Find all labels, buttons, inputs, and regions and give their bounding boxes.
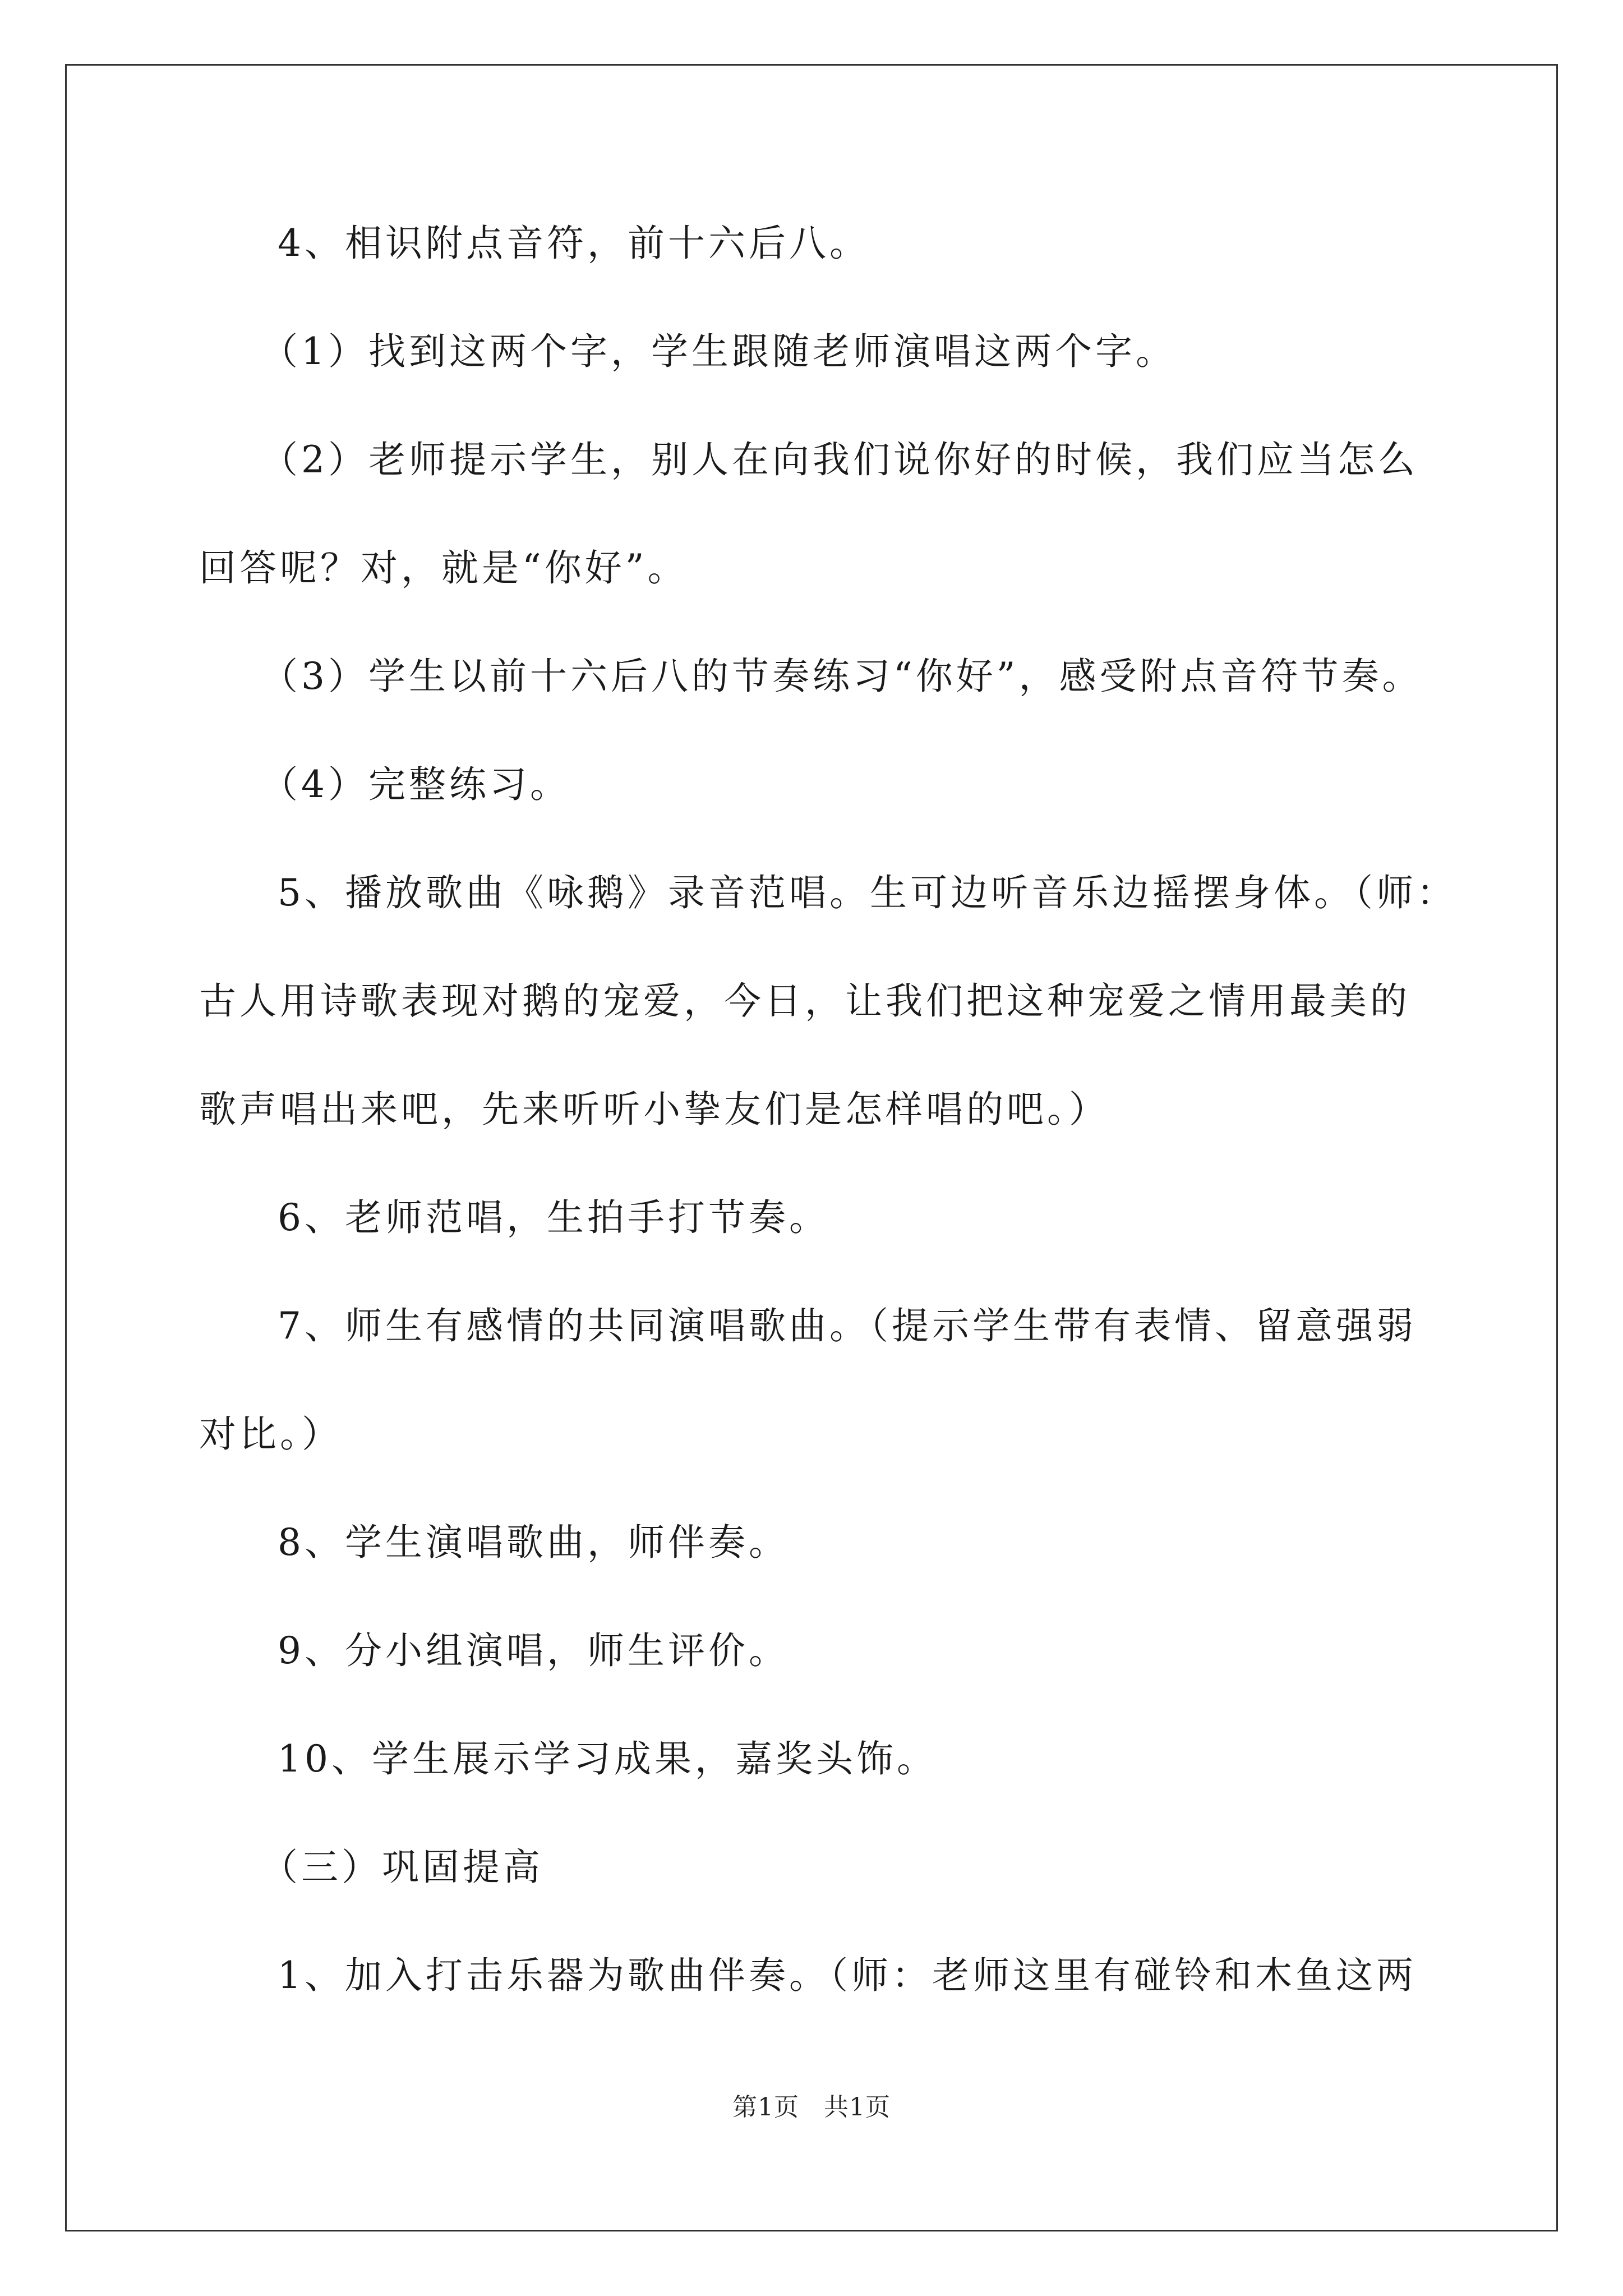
- paragraph-line: 6、老师范唱，生拍手打节奏。: [278, 1196, 829, 1239]
- paragraph-line: 回答呢？对，就是“你好”。: [199, 546, 688, 590]
- paragraph-line: 7、师生有感情的共同演唱歌曲。（提示学生带有表情、留意强弱: [278, 1304, 1417, 1347]
- paragraph-line: （1）找到这两个字，学生跟随老师演唱这两个字。: [261, 330, 1176, 373]
- page-number: 第1页: [732, 2093, 799, 2122]
- paragraph-line: 1、加入打击乐器为歌曲伴奏。（师：老师这里有碰铃和木鱼这两: [278, 1954, 1417, 1997]
- page-footer: [0, 2087, 1623, 2123]
- paragraph-line: （4）完整练习。: [261, 763, 570, 806]
- paragraph-line: （3）学生以前十六后八的节奏练习“你好”，感受附点音符节奏。: [261, 655, 1423, 698]
- paragraph-line: 4、相识附点音符，前十六后八。: [278, 222, 870, 265]
- paragraph-line: 9、分小组演唱，师生评价。: [278, 1629, 789, 1672]
- paragraph-line: 8、学生演唱歌曲，师伴奏。: [278, 1521, 789, 1564]
- paragraph-line: 古人用诗歌表现对鹅的宠爱，今日，让我们把这种宠爱之情用最美的: [199, 979, 1410, 1023]
- paragraph-line: （2）老师提示学生，别人在向我们说你好的时候，我们应当怎么: [261, 438, 1418, 481]
- page-total: 共1页: [824, 2093, 891, 2122]
- paragraph-line: 歌声唱出来吧，先来听听小挚友们是怎样唱的吧。）: [199, 1088, 1109, 1131]
- paragraph-line: 5、播放歌曲《咏鹅》录音范唱。生可边听音乐边摇摆身体。（师：: [278, 871, 1457, 914]
- paragraph-line: 10、学生展示学习成果，嘉奖头饰。: [278, 1737, 937, 1780]
- page-border: [65, 64, 1558, 2231]
- section-heading: （三）巩固提高: [261, 1846, 543, 1889]
- paragraph-line: 对比。）: [199, 1412, 342, 1456]
